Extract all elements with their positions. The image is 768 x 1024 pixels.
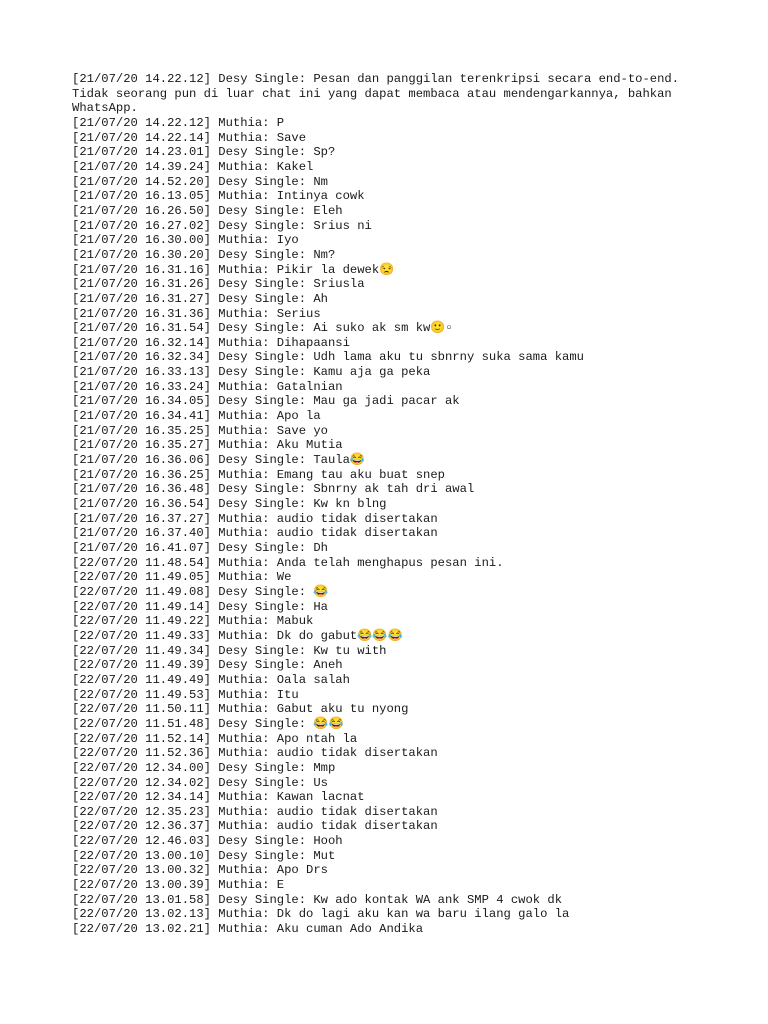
transcript-line: [22/07/20 12.36.37] Muthia: audio tidak disertakan: [72, 819, 438, 834]
transcript-line: [21/07/20 16.31.54] Desy Single: Ai suko ak sm kw🙂▫: [72, 321, 453, 336]
transcript-line: [22/07/20 11.49.49] Muthia: Oala salah: [72, 672, 350, 687]
transcript-line: [21/07/20 16.13.05] Muthia: Intinya cowk: [72, 189, 365, 204]
transcript-line: [22/07/20 11.49.05] Muthia: We: [72, 570, 292, 585]
transcript-line: [21/07/20 16.35.27] Muthia: Aku Mutia: [72, 438, 343, 453]
transcript-line: [22/07/20 11.49.53] Muthia: Itu: [72, 687, 299, 702]
transcript-line: [22/07/20 13.00.10] Desy Single: Mut: [72, 848, 336, 863]
transcript-line: [21/07/20 14.22.14] Muthia: Save: [72, 130, 307, 145]
transcript-line: [21/07/20 16.31.27] Desy Single: Ah: [72, 291, 328, 306]
transcript-line: [21/07/20 16.36.25] Muthia: Emang tau aku buat snep: [72, 467, 445, 482]
transcript-line: [21/07/20 16.32.34] Desy Single: Udh lama aku tu sbnrny suka sama kamu: [72, 350, 584, 365]
transcript-line: [22/07/20 11.49.22] Muthia: Mabuk: [72, 614, 314, 629]
transcript-line: [22/07/20 11.49.33] Muthia: Dk do gabut😂😂😂: [72, 628, 403, 643]
transcript-line: [22/07/20 13.01.58] Desy Single: Kw ado kontak WA ank SMP 4 cwok dk: [72, 892, 563, 907]
transcript-line: [21/07/20 16.31.36] Muthia: Serius: [72, 306, 321, 321]
chat-transcript: [72, 72, 722, 937]
transcript-line: [22/07/20 12.35.23] Muthia: audio tidak disertakan: [72, 804, 438, 819]
transcript-line: [21/07/20 16.37.40] Muthia: audio tidak disertakan: [72, 526, 438, 541]
transcript-line: [22/07/20 13.00.32] Muthia: Apo Drs: [72, 863, 328, 878]
transcript-line: [21/07/20 16.26.50] Desy Single: Eleh: [72, 203, 343, 218]
transcript-line: [22/07/20 11.48.54] Muthia: Anda telah menghapus pesan ini.: [72, 555, 504, 570]
transcript-line: [22/07/20 13.02.13] Muthia: Dk do lagi aku kan wa baru ilang galo la: [72, 907, 570, 922]
transcript-line: Tidak seorang pun di luar chat ini yang dapat membaca atau mendengarkannya, bahkan: [72, 86, 672, 101]
transcript-line: [21/07/20 14.39.24] Muthia: Kakel: [72, 159, 314, 174]
transcript-line: [22/07/20 12.34.00] Desy Single: Mmp: [72, 760, 336, 775]
transcript-line: [21/07/20 16.35.25] Muthia: Save yo: [72, 423, 328, 438]
transcript-line: [21/07/20 16.33.13] Desy Single: Kamu aja ga peka: [72, 365, 431, 380]
transcript-line: [21/07/20 16.34.41] Muthia: Apo la: [72, 409, 321, 424]
transcript-line: [21/07/20 16.36.54] Desy Single: Kw kn blng: [72, 497, 387, 512]
transcript-line: [21/07/20 16.30.00] Muthia: Iyo: [72, 233, 299, 248]
transcript-line: [21/07/20 16.34.05] Desy Single: Mau ga jadi pacar ak: [72, 394, 460, 409]
transcript-line: [21/07/20 16.31.26] Desy Single: Sriusla: [72, 277, 365, 292]
transcript-line: [21/07/20 16.27.02] Desy Single: Srius ni: [72, 218, 372, 233]
transcript-line: [22/07/20 12.46.03] Desy Single: Hooh: [72, 834, 343, 849]
transcript-line: [21/07/20 16.36.06] Desy Single: Taula😂: [72, 453, 366, 468]
transcript-line: [22/07/20 13.02.21] Muthia: Aku cuman Ado Andika: [72, 922, 424, 937]
transcript-line: [21/07/20 14.22.12] Desy Single: Pesan dan panggilan terenkripsi secara end-to-end.: [72, 72, 680, 86]
transcript-line: [21/07/20 16.32.14] Muthia: Dihapaansi: [72, 335, 350, 350]
transcript-line: [21/07/20 16.41.07] Desy Single: Dh: [72, 541, 328, 555]
transcript-line: [21/07/20 16.33.24] Muthia: Gatalnian: [72, 379, 343, 394]
transcript-line: [22/07/20 11.50.11] Muthia: Gabut aku tu nyong: [72, 702, 409, 717]
transcript-line: [21/07/20 14.22.12] Muthia: P: [72, 115, 285, 130]
transcript-line: [22/07/20 11.52.36] Muthia: audio tidak disertakan: [72, 746, 438, 761]
transcript-line: [22/07/20 13.00.39] Muthia: E: [72, 878, 285, 893]
transcript-line: WhatsApp.: [72, 101, 138, 116]
transcript-line: [21/07/20 14.52.20] Desy Single: Nm: [72, 174, 328, 189]
transcript-line: [21/07/20 16.30.20] Desy Single: Nm?: [72, 247, 336, 262]
transcript-line: [21/07/20 16.37.27] Muthia: audio tidak disertakan: [72, 511, 438, 526]
transcript-line: [21/07/20 16.36.48] Desy Single: Sbnrny ak tah dri awal: [72, 482, 475, 497]
transcript-line: [22/07/20 11.49.08] Desy Single: 😂: [72, 584, 329, 599]
transcript-line: [22/07/20 12.34.14] Muthia: Kawan lacnat: [72, 790, 365, 805]
transcript-line: [22/07/20 11.49.34] Desy Single: Kw tu with: [72, 643, 387, 658]
transcript-line: [22/07/20 11.52.14] Muthia: Apo ntah la: [72, 731, 358, 746]
transcript-line: [22/07/20 11.49.39] Desy Single: Aneh: [72, 658, 343, 673]
transcript-line: [22/07/20 12.34.02] Desy Single: Us: [72, 775, 328, 790]
transcript-line: [21/07/20 14.23.01] Desy Single: Sp?: [72, 145, 336, 160]
transcript-line: [22/07/20 11.49.14] Desy Single: Ha: [72, 599, 328, 614]
transcript-line: [22/07/20 11.51.48] Desy Single: 😂😂: [72, 716, 344, 731]
transcript-line: [21/07/20 16.31.16] Muthia: Pikir la dewek😒: [72, 262, 395, 277]
